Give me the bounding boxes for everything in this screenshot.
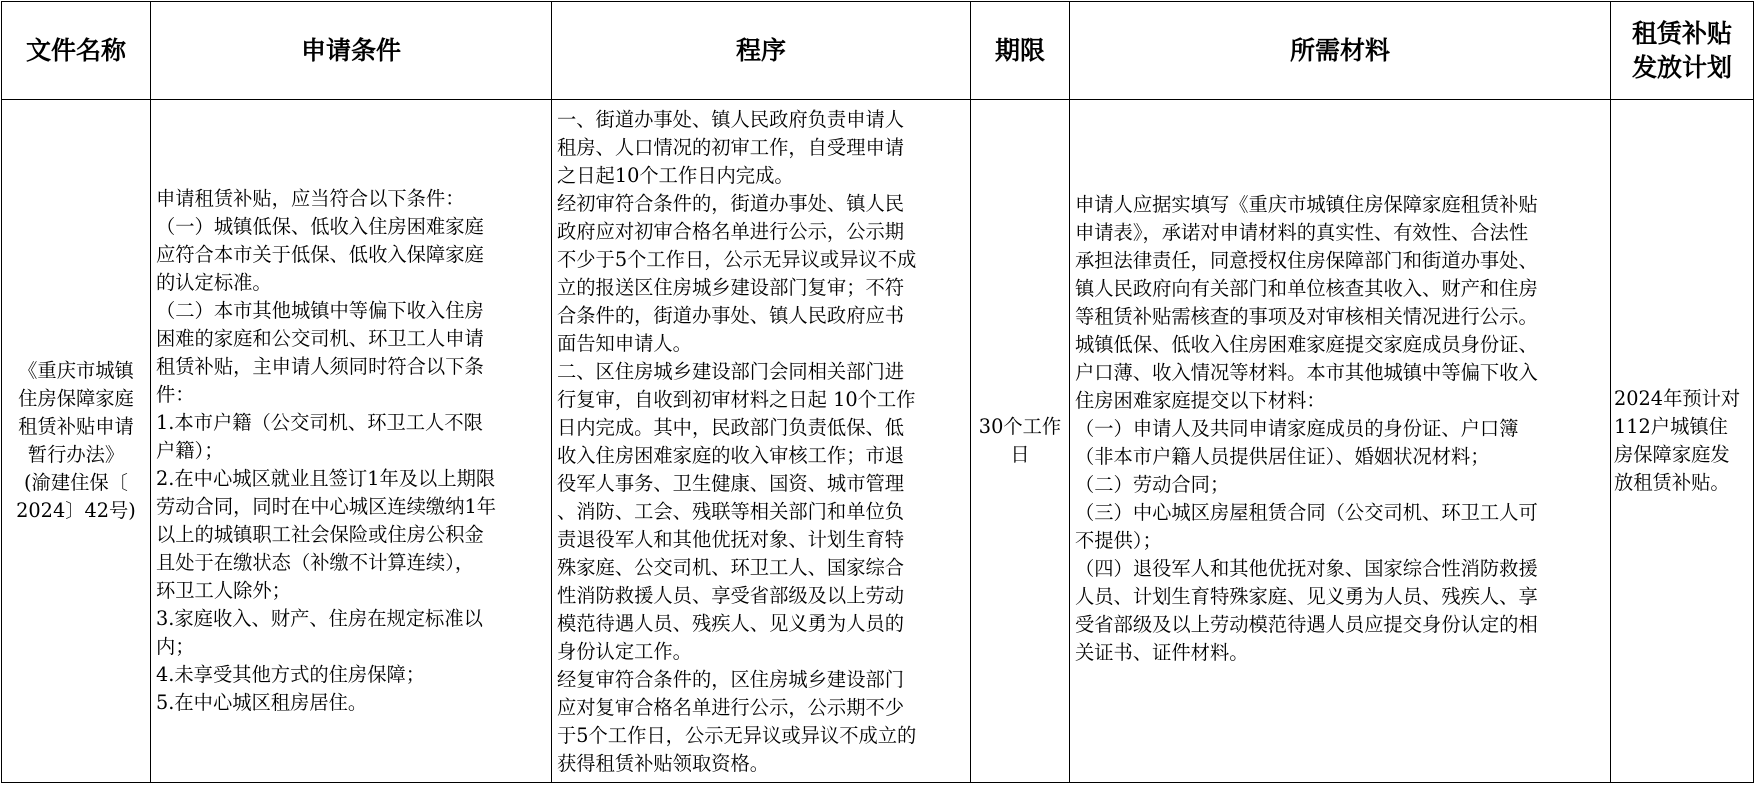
materials-line: （二）劳动合同； [1075, 473, 1230, 496]
procedure-line: 身份认定工作。 [557, 640, 692, 663]
procedure-line: 性消防救援人员、享受省部级及以上劳动 [557, 584, 905, 607]
conditions-line: 环卫工人除外； [156, 579, 291, 602]
procedure-line: 日内完成。其中，民政部门负责低保、低 [557, 416, 905, 439]
procedure-line: 租房、人口情况的初审工作，自受理申请 [557, 136, 905, 159]
file-name-cell [2, 100, 151, 783]
file-name-line: 住房保障家庭 [18, 387, 134, 410]
conditions-line: 劳动合同，同时在中心城区连续缴纳1年 [156, 495, 497, 518]
materials-line: 户口薄、收入情况等材料。本市其他城镇中等偏下收入 [1075, 361, 1538, 384]
plan-cell [1611, 100, 1754, 783]
procedure-line: 立的报送区住房城乡建设部门复审；不符 [557, 276, 905, 299]
procedure-cell [552, 100, 971, 783]
header-deadline: 期限 [971, 2, 1070, 100]
materials-line: （非本市户籍人员提供居住证）、婚姻状况材料； [1075, 445, 1490, 468]
conditions-line: 3.家庭收入、财产、住房在规定标准以 [156, 607, 483, 630]
conditions-line: 户籍）； [156, 439, 224, 462]
conditions-line: 1.本市户籍（公交司机、环卫工人不限 [156, 411, 483, 434]
conditions-line: 的认定标准。 [156, 271, 272, 294]
plan-line: 112户城镇住 [1614, 415, 1728, 438]
conditions-line: 且处于在缴状态（补缴不计算连续）， [156, 551, 475, 574]
materials-line: 住房困难家庭提交以下材料： [1075, 389, 1326, 412]
procedure-line: 模范待遇人员、残疾人、见义勇为人员的 [557, 612, 905, 635]
procedure-line: 役军人事务、卫生健康、国资、城市管理 [557, 472, 905, 495]
materials-line: 受省部级及以上劳动模范待遇人员应提交身份认定的相 [1075, 613, 1538, 636]
materials-text [1070, 191, 1610, 691]
materials-line: 不提供）； [1075, 529, 1162, 552]
procedure-line: 一、街道办事处、镇人民政府负责申请人 [557, 108, 905, 131]
procedure-line: 收入住房困难家庭的收入审核工作；市退 [557, 444, 905, 467]
procedure-line: 应对复审合格名单进行公示，公示期不少 [557, 696, 905, 719]
conditions-line: 申请租赁补贴，应当符合以下条件： [156, 187, 465, 210]
deadline-line: 日 [1010, 443, 1030, 466]
materials-line: 申请人应据实填写《重庆市城镇住房保障家庭租赁补贴 [1075, 193, 1538, 216]
procedure-line: 二、区住房城乡建设部门会同相关部门进 [557, 360, 905, 383]
procedure-text [552, 100, 970, 778]
procedure-line: 政府应对初审合格名单进行公示，公示期 [557, 220, 905, 243]
procedure-line: 殊家庭、公交司机、环卫工人、国家综合 [557, 556, 905, 579]
procedure-line: 之日起10个工作日内完成。 [557, 164, 794, 187]
procedure-line: 合条件的，街道办事处、镇人民政府应书 [557, 304, 905, 327]
conditions-line: （二）本市其他城镇中等偏下收入住房 [156, 299, 484, 322]
materials-line: 关证书、证件材料。 [1075, 641, 1249, 664]
file-name-line: 租赁补贴申请 [18, 415, 134, 438]
deadline-line: 30个工作 [978, 415, 1062, 438]
procedure-line: 经初审符合条件的，街道办事处、镇人民 [557, 192, 905, 215]
plan-line: 房保障家庭发 [1614, 443, 1730, 466]
materials-line: （四）退役军人和其他优抚对象、国家综合性消防救援 [1075, 557, 1538, 580]
plan-line: 放租赁补贴。 [1614, 471, 1730, 494]
header-plan-line: 发放计划 [1631, 52, 1732, 82]
plan-line: 2024年预计对 [1614, 387, 1741, 410]
materials-line: 人员、计划生育特殊家庭、见义勇为人员、残疾人、享 [1075, 585, 1538, 608]
policy-table [1, 1, 1754, 783]
conditions-line: 应符合本市关于低保、低收入保障家庭 [156, 243, 484, 266]
file-name-line: (渝建住保〔 [24, 471, 128, 494]
header-file-name: 文件名称 [2, 2, 151, 100]
materials-cell [1070, 100, 1611, 783]
deadline-text [971, 413, 1069, 469]
conditions-line: 租赁补贴，主申请人须同时符合以下条 [156, 355, 484, 378]
procedure-line: 于5个工作日，公示无异议或异议不成立的 [557, 724, 917, 747]
header-subsidy-plan [1611, 2, 1754, 100]
procedure-line: 获得租赁补贴领取资格。 [557, 752, 770, 775]
conditions-line: 5.在中心城区租房居住。 [156, 691, 368, 714]
materials-line: 申请表》，承诺对申请材料的真实性、有效性、合法性 [1075, 221, 1529, 244]
procedure-line: 不少于5个工作日，公示无异议或异议不成 [557, 248, 917, 271]
conditions-line: 件： [156, 383, 195, 406]
plan-text [1611, 385, 1753, 497]
materials-line: （一）申请人及共同申请家庭成员的身份证、户口簿 [1075, 417, 1519, 440]
procedure-line: 、消防、工会、残联等相关部门和单位负 [557, 500, 905, 523]
procedure-line: 经复审符合条件的，区住房城乡建设部门 [557, 668, 905, 691]
file-name-line: 2024〕42号) [16, 499, 136, 522]
materials-line: 城镇低保、低收入住房困难家庭提交家庭成员身份证、 [1075, 333, 1538, 356]
header-materials: 所需材料 [1070, 2, 1611, 100]
conditions-line: （一）城镇低保、低收入住房困难家庭 [156, 215, 484, 238]
file-name-line: 《重庆市城镇 [18, 359, 134, 382]
header-plan-line: 租赁补贴 [1631, 18, 1732, 48]
conditions-line: 以上的城镇职工社会保险或住房公积金 [156, 523, 484, 546]
procedure-line: 行复审，自收到初审材料之日起 10个工作 [557, 388, 916, 411]
conditions-line: 困难的家庭和公交司机、环卫工人申请 [156, 327, 484, 350]
conditions-text [151, 165, 551, 717]
procedure-line: 责退役军人和其他优抚对象、计划生育特 [557, 528, 905, 551]
file-name-line: 暂行办法》 [27, 443, 125, 466]
conditions-line: 4.未享受其他方式的住房保障； [156, 663, 426, 686]
deadline-cell [971, 100, 1070, 783]
materials-line: 等租赁补贴需核查的事项及对审核相关情况进行公示。 [1075, 305, 1538, 328]
table-row [2, 100, 1754, 783]
materials-line: 承担法律责任，同意授权住房保障部门和街道办事处、 [1075, 249, 1538, 272]
file-name-text [2, 357, 150, 525]
header-row [2, 2, 1754, 100]
conditions-line: 内； [156, 635, 195, 658]
procedure-line: 面告知申请人。 [557, 332, 692, 355]
conditions-line: 2.在中心城区就业且签订1年及以上期限 [156, 467, 496, 490]
materials-line: （三）中心城区房屋租赁合同（公交司机、环卫工人可 [1075, 501, 1538, 524]
header-conditions: 申请条件 [151, 2, 552, 100]
materials-line: 镇人民政府向有关部门和单位核查其收入、财产和住房 [1075, 277, 1538, 300]
header-procedure: 程序 [552, 2, 971, 100]
conditions-cell [151, 100, 552, 783]
